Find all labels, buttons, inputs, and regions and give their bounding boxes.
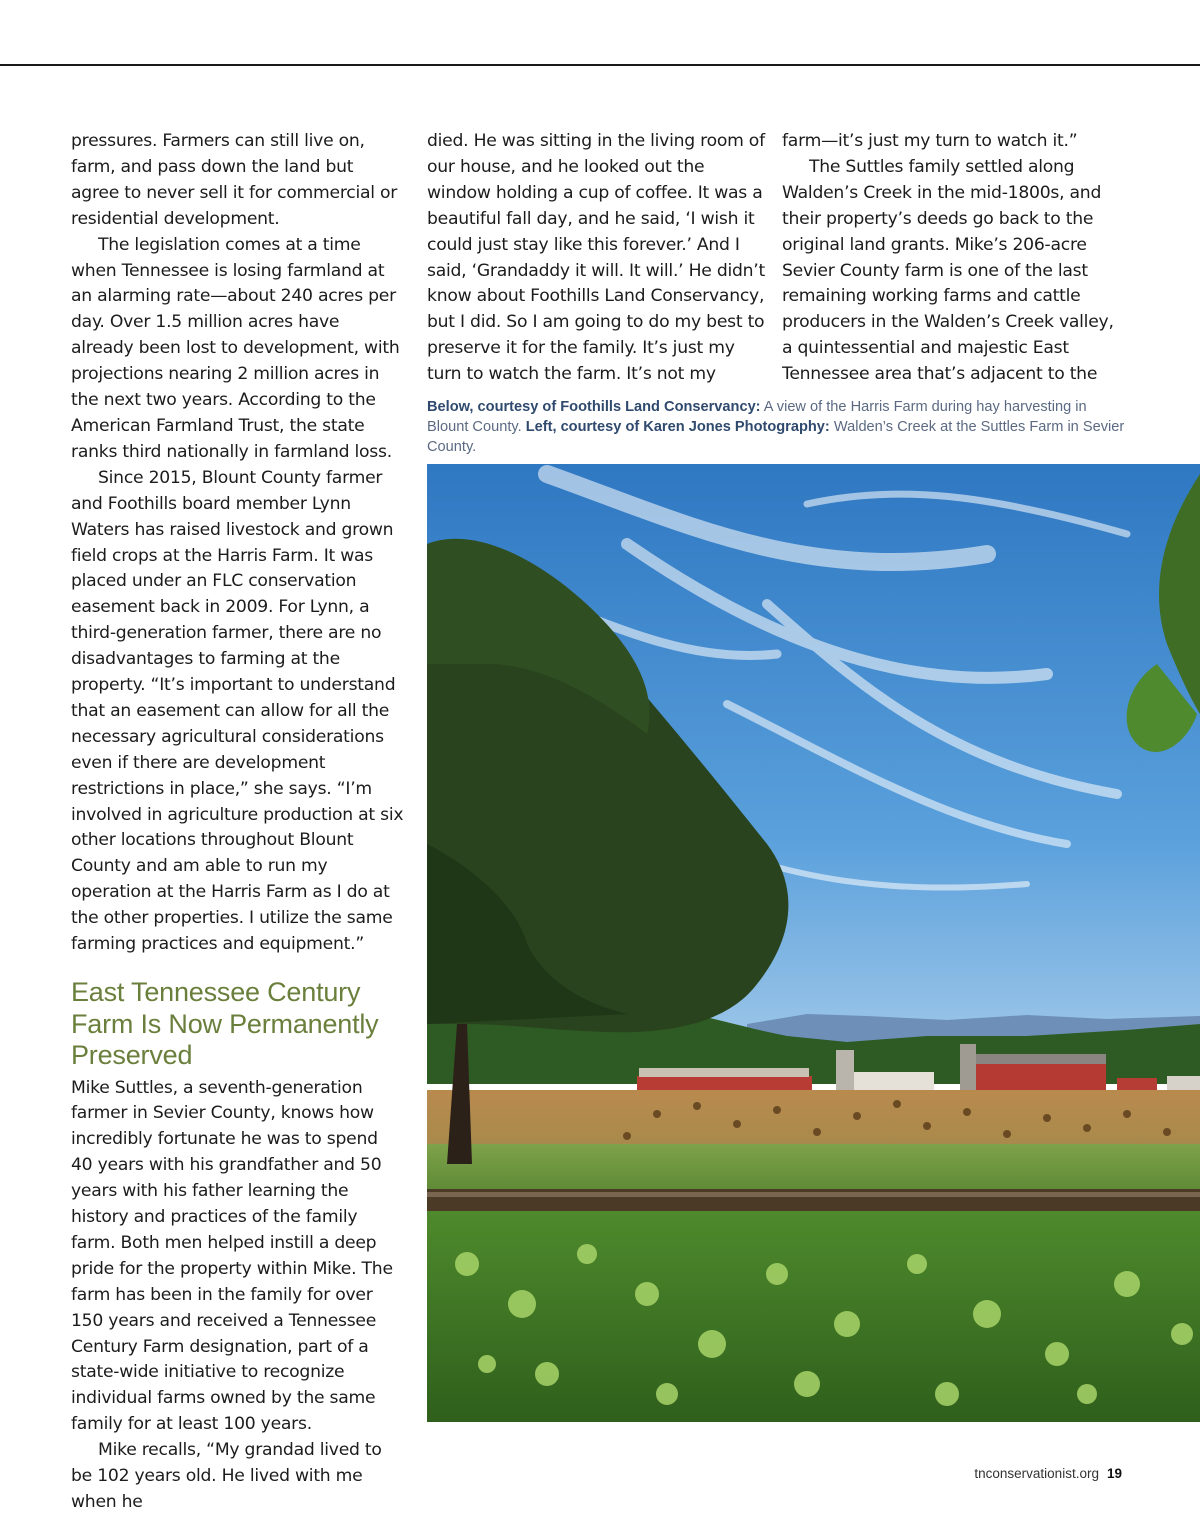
caption-text: A view of the Harris Farm during hay harvesting in Blount County.: [427, 399, 1087, 435]
farm-landscape-photo: [427, 464, 1200, 1422]
paragraph: died. He was sitting in the living room of our house, and he looked out the window holding a cup of coffee. It was a beautiful fall day, and he said, ‘I wish it could just stay like this forever.’ And I said, ‘Grandaddy it will. It will.’ He didn’t know about Foothills Land Conservancy, but I did. So I am going to do my best to preserve it for the family. It’s just my turn to watch the farm. It’s not my: [427, 131, 766, 385]
footer-site: tnconservationist.org: [974, 1466, 1099, 1481]
photo-caption: [427, 398, 1127, 457]
caption-credit: Left, courtesy of Karen Jones Photography:: [525, 418, 830, 435]
paragraph: farm—it’s just my turn to watch it.”: [782, 131, 1078, 151]
caption-credit: Below, courtesy of Foothills Land Conservancy:: [427, 399, 761, 415]
paragraph: The Suttles family settled along Walden’s Creek in the mid-1800s, and their property’s deeds go back to the original land grants. Mike’s 206-acre Sevier County farm is one of the last remaining working farms and cattle producers in the Walden’s Creek valley, a quintessential and majestic East Tennessee area that’s adjacent to the: [782, 156, 1114, 385]
text-column-1: [71, 129, 404, 1516]
caption-text: Walden’s Creek at the Suttles Farm in Sevier County.: [427, 418, 1125, 455]
paragraph: Since 2015, Blount County farmer and Foothills board member Lynn Waters has raised livestock and grown field crops at the Harris Farm. It was placed under an FLC conservation easement back in 2009. For Lynn, a third-generation farmer, there are no disadvantages to farming at the property. “It’s important to understand that an easement can allow for all the necessary agricultural considerations even if there are development restrictions in place,” she says. “I’m involved in agriculture production at six other locations throughout Blount County and am able to run my operation at the Harris Farm as I do at the other properties. I utilize the same farming practices and equipment.”: [71, 467, 404, 955]
paragraph: Mike recalls, “My grandad lived to be 102 years old. He lived with me when he: [71, 1440, 382, 1512]
paragraph: Mike Suttles, a seventh-generation farmer in Sevier County, knows how incredibly fortunate he was to spend 40 years with his grandfather and 50 years with his father learning the history and practices of the family farm. Both men helped instill a deep pride for the property within Mike. The farm has been in the family for over 150 years and received a Tennessee Century Farm designation, part of a state-wide initiative to recognize individual farms owned by the same family for at least 100 years.: [71, 1077, 393, 1435]
text-column-2: [427, 129, 765, 388]
paragraph: pressures. Farmers can still live on, farm, and pass down the land but agree to never sell it for commercial or residential development.: [71, 131, 398, 229]
section-heading: East Tennessee Century Farm Is Now Permanently Preserved: [71, 977, 379, 1070]
page-footer: [974, 1466, 1122, 1481]
paragraph: The legislation comes at a time when Tennessee is losing farmland at an alarming rate—about 240 acres per day. Over 1.5 million acres have already been lost to development, with projections nearing 2 million acres in the next two years. According to the American Farmland Trust, the state ranks third nationally in farmland loss.: [71, 234, 400, 462]
page-number: 19: [1106, 1466, 1122, 1481]
top-rule: [0, 64, 1200, 66]
text-column-3: [782, 129, 1120, 388]
